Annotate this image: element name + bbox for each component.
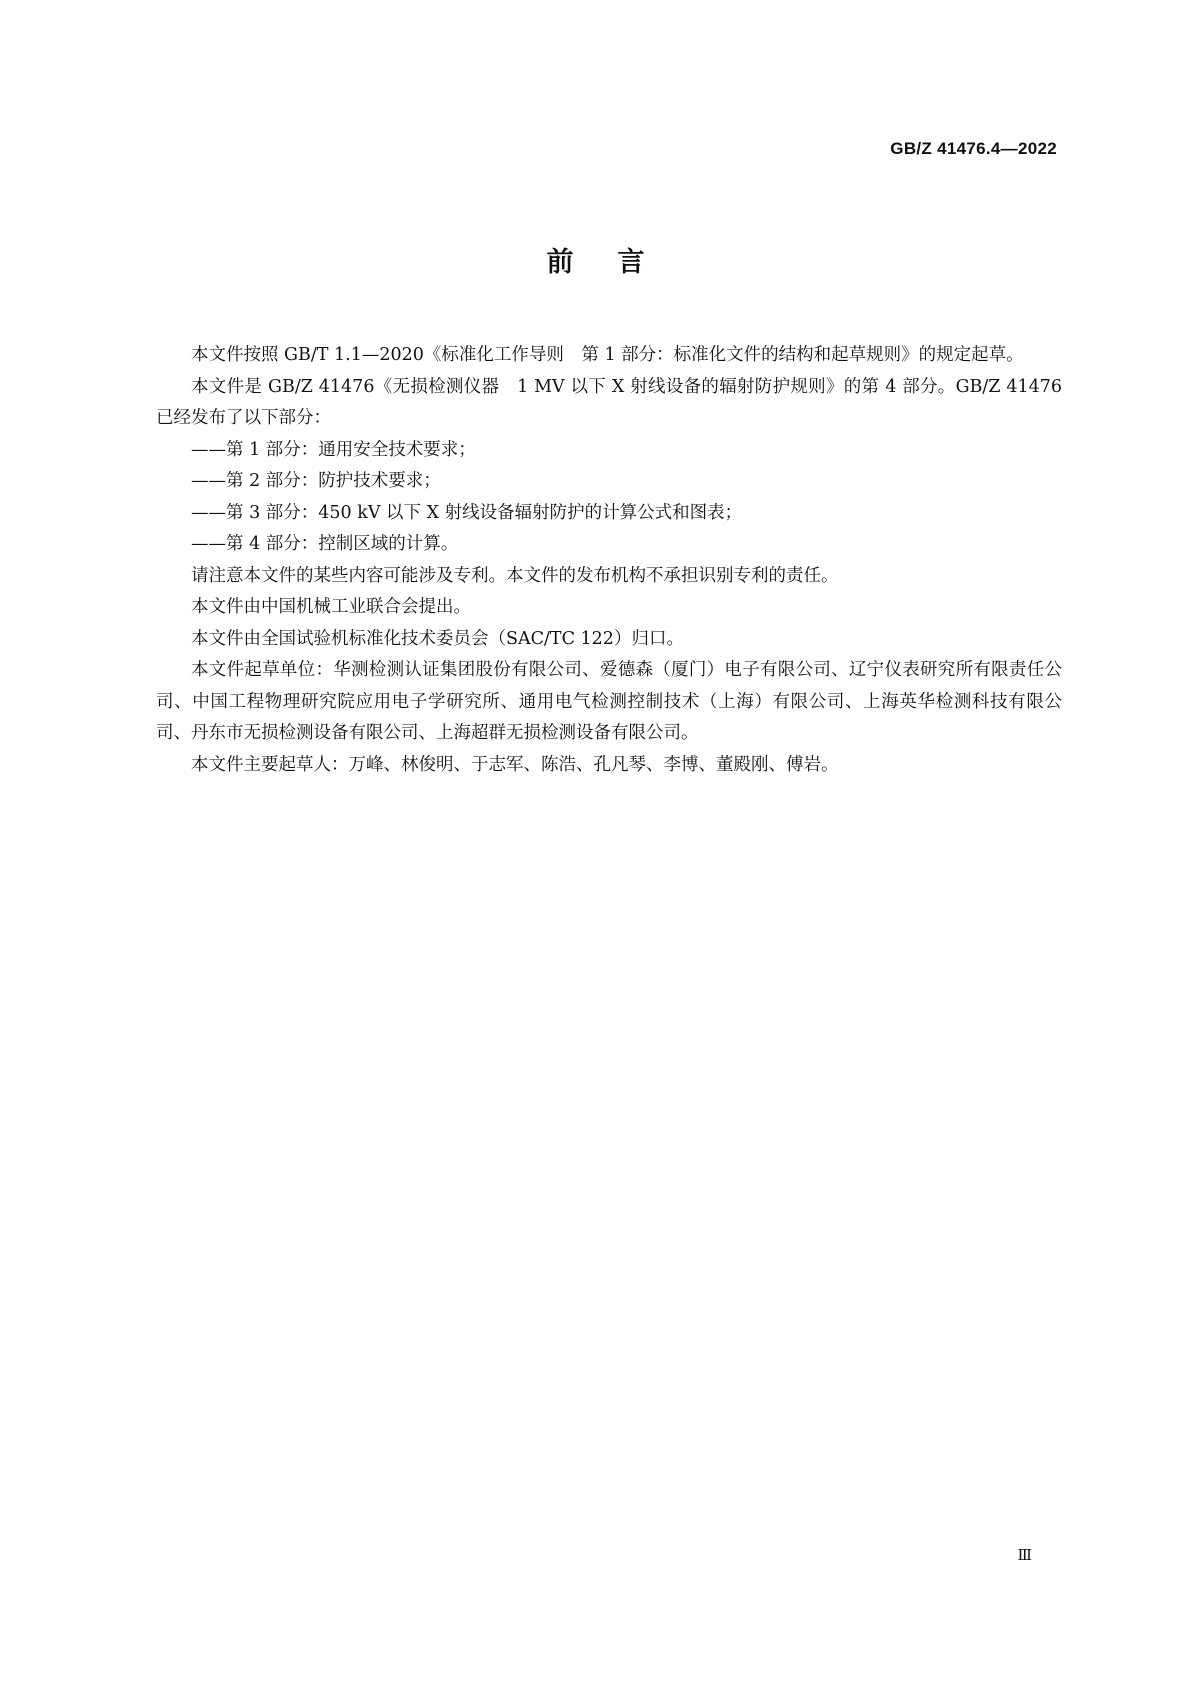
paragraph-drafting-basis: 本文件按照 GB/T 1.1—2020《标准化工作导则 第 1 部分：标准化文件的结构和起草规则》的规定起草。 [191,345,1024,365]
list-item-part-1: ——第 1 部分：通用安全技术要求； [191,439,476,460]
paragraph-patent-notice: 请注意本文件的某些内容可能涉及专利。本文件的发布机构不承担识别专利的责任。 [191,565,839,586]
paragraph-drafting-units: 本文件起草单位：华测检测认证集团股份有限公司、爱德森（厦门）电子有限公司、辽宁仪表研究所有限责任公司、中国工程物理研究院应用电子学研究所、通用电气检测控制技术（上海）有限公司、上海英华检测科技有限公司、丹东市无损检测设备有限公司、上海超群无损检测设备有限公司。 [156,660,1062,743]
page-title: 前言 [546,247,689,278]
paragraph-proposer: 本文件由中国机械工业联合会提出。 [191,597,471,617]
paragraph-series-info: 本文件是 GB/Z 41476《无损检测仪器 1 MV 以下 X 射线设备的辐射防护规则》的第 4 部分。GB/Z 41476 已经发布了以下部分： [156,376,1062,428]
paragraph-drafters: 本文件主要起草人：万峰、林俊明、于志军、陈浩、孔凡琴、李博、董殿刚、傅岩。 [191,754,839,775]
list-item-part-3: ——第 3 部分：450 kV 以下 X 射线设备辐射防护的计算公式和图表； [191,502,743,523]
list-item-part-2: ——第 2 部分：防护技术要求； [191,471,441,491]
foreword-body [156,340,1062,781]
page-number: Ⅲ [1017,1546,1032,1564]
paragraph-technical-committee: 本文件由全国试验机标准化技术委员会（SAC/TC 122）归口。 [191,628,684,649]
document-code: GB/Z 41476.4—2022 [890,139,1057,158]
list-item-part-4: ——第 4 部分：控制区域的计算。 [191,534,459,554]
